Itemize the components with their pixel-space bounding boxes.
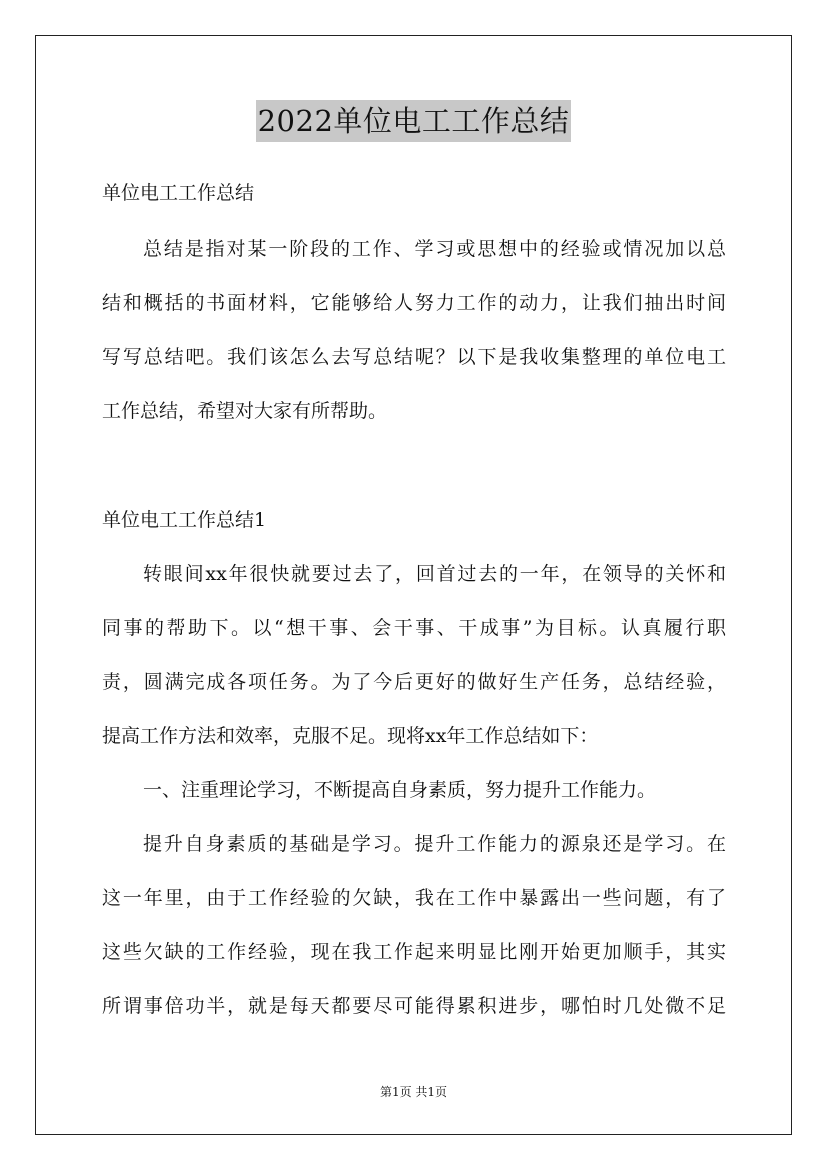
intro-line: 总结是指对某一阶段的工作、学习或思想中的经验或情况加以总 xyxy=(143,238,726,260)
paragraph-line: 这些欠缺的工作经验，现在我工作起来明显比刚开始更加顺手，其实 xyxy=(102,941,726,963)
subsection-heading: 一、注重理论学习，不断提高自身素质，努力提升工作能力。 xyxy=(143,779,657,801)
paragraph-line: 同事的帮助下。以“想干事、会干事、干成事”为目标。认真履行职 xyxy=(102,617,726,639)
intro-line: 结和概括的书面材料，它能够给人努力工作的动力，让我们抽出时间 xyxy=(102,292,726,314)
title-container xyxy=(0,100,827,142)
document-title: 2022单位电工工作总结 xyxy=(256,100,572,142)
paragraph-line: 这一年里，由于工作经验的欠缺，我在工作中暴露出一些问题，有了 xyxy=(102,887,726,909)
paragraph-line: 提升自身素质的基础是学习。提升工作能力的源泉还是学习。在 xyxy=(143,833,726,855)
page-footer: 第1页 共1页 xyxy=(379,1085,448,1099)
paragraph-line: 转眼间xx年很快就要过去了，回首过去的一年，在领导的关怀和 xyxy=(143,563,726,585)
intro-line: 工作总结，希望对大家有所帮助。 xyxy=(102,400,388,422)
section-heading: 单位电工工作总结 xyxy=(102,182,255,204)
paragraph-line: 提高工作方法和效率，克服不足。现将xx年工作总结如下： xyxy=(102,725,599,747)
paragraph-line: 所谓事倍功半，就是每天都要尽可能得累积进步，哪怕时几处微不足 xyxy=(102,995,726,1017)
section-heading: 单位电工工作总结1 xyxy=(102,509,267,531)
intro-line: 写写总结吧。我们该怎么去写总结呢？以下是我收集整理的单位电工 xyxy=(102,346,726,368)
paragraph-line: 责，圆满完成各项任务。为了今后更好的做好生产任务，总结经验， xyxy=(102,671,726,693)
